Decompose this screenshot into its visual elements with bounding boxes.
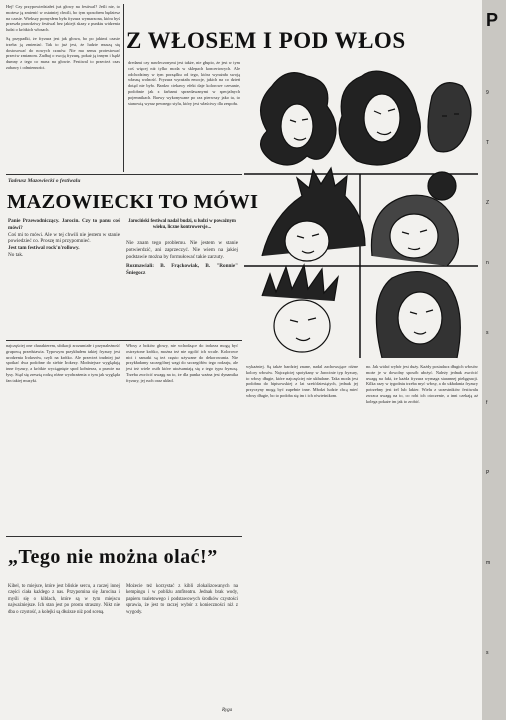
section-divider-3 <box>6 536 242 537</box>
strip-char: Z <box>486 200 490 206</box>
article1-lead: Hej! Czy przypowiedziałeś już głowy na festiwal? Jeśli nie, to możesz ją zmienić w ostatniej chwili, bo tym sposobem będziesz na czasie. Wiekszy pomysłem była fryzura wymarzona, która byś przeszła prawdziwy festiwal bez jakiejś skazy z punktu widzenia ludzi o krótkich włosach. Są przypadki, że fryzura jest jak głowa, bo po jakimś czasie trzeba ją zmieniać. Tak to już jest, że ludzie muszą się dostosować do nowych czasów. Nie ma sensu protestować przeciw zmianom. Zadbaj o swoją fryzurę, pokaż ją innym i bądź dumny z tego co masz na głowie. Festiwal to przecież czas zabawy i odmienności. <box>6 4 120 70</box>
article2-title: MAZOWIECKI TO MÓWI <box>7 191 259 213</box>
adjacent-page-strip <box>482 0 506 720</box>
strip-char: n <box>486 260 489 266</box>
article3-title: „Tego nie można olać!” <box>8 546 218 568</box>
strip-char: s <box>486 650 489 656</box>
hairstyles-illustration <box>242 56 480 361</box>
article3-column-2: Możecie też korzystać z kibli zlokalizowanych na kempingu i w pobliżu amfiteatru. Jednak brak wody, papieru toaletowego i podstawowych środków czystości sprawia, że jest to raczej wybór z konieczności niż z wygody. <box>126 584 238 615</box>
section-divider-2 <box>6 340 242 341</box>
article1-title: Z WŁOSEM I POD WŁOS <box>126 28 406 53</box>
strip-char: f <box>486 400 488 406</box>
strip-char: m <box>486 560 491 566</box>
article3-signature: Ryga <box>222 708 233 713</box>
article3-column-1: Kibel, to miejsce, które jest bliskie sercu, a raczej innej części ciała każdego z nas. Przypomina się Jarocina i myśli się o kiblach, które są w tym miejscu najważniejsze. Ich stan jest po prostu straszny. Nikt nie dba o czystość, a kolejki są dłuższe niż pod sceną. <box>8 584 120 615</box>
face-drawing-longhair <box>376 272 460 358</box>
body-column-1: najczęściej one charakterem, ubikacji zrozumiałe i przynależność grupową przedstawia. Typowym przykładem takiej fryzury jest urodzenia Irokezów, czyli na krótko. Ale przecież trudniej już spotkać dwa podobne do siebie Irokezy. Modniejsze wyglądają inne fryzury, a krótkie wyciągnięte spod kołnierza, a prawie na łysy. Stąd się zresztą rodzą różne wyobrażenia o tym jak wygląda fan takiej muzyki. <box>6 343 120 383</box>
article2-question-box: Jarociński festiwal nadal budzi, u ludzi w poważnym wieku, liczne kontrowersje... <box>128 219 236 230</box>
article2-interview: Panie Przewodniczący. Jarocin. Czy to panu coś mówi? Coś mi to mówi. Ale w tej chwili nie jestem w stanie powiedzieć co. Proszę mi przypomnieć. Jest tam festiwal rock'n'rollowy. No tak. <box>8 218 120 258</box>
column-divider <box>123 4 124 172</box>
article1-body: dredami czy nawleczonymi jest także, nie głupio, że jest w tym coś więcej niż tylko moda w sklepach koncertowych. Ale odchodzimy w tym porządku od tego, która wyrażała swoją własną wolność. Fryzura wyrażała emocje, jakich na co dzień dotąd nie było. Bardzo ciekawy efekt daje kolorowe czesanie, podobnie jak z farbami sprzedawanymi w specjalnych pojemnikach. Barwy wykonywane po raz pierwszy jako ta, to stanowią wyraz pewnego stylu, który jest właściwy dla zespołu. <box>128 60 240 106</box>
strip-char: s <box>486 330 489 336</box>
article2-byline: Tadeusz Mazowiecki o festiwalu <box>8 178 81 184</box>
article2-answer: Nie znam tego problemu. Nie jestem w stanie potwierdzić, ani zaprzeczyć. Nie wiem na jakiej podstawie można by formułować takie zarzuty. Rozmawiali: B. Frąckowiak, B. "Ronnie" Śniegocz <box>126 240 238 277</box>
body-column-3: wykażniej. Są także bardziej znane, nadal zachowujące różne kolory włosów. Najczęściej spotykany w Jarocinie typ fryzury, to włosy długie, które najczęściej nie układane. Taka moda jest podobna do hipisowskiej z lat sześćdziesiątych, jednak jej przyczyny mogą być zupełnie inne. Młodzi ludzie chcą mieć włosy długie, bo to podoba się im i ich rówieśnikom. <box>246 364 358 398</box>
strip-char: T <box>486 140 490 146</box>
strip-char: P <box>486 10 499 30</box>
section-divider <box>6 174 242 175</box>
body-column-2: Włosy z boków głowy, nie wchodzące do irokeza mogą być ostrzyżone krótko, można też nie ogolić ich wcale. Kolorowe nici i sznurki są też często używane do dekorowania. Nie przykładamy szczególnej wagi do szczegółów tego rodzaju, ale jest też wiele osób które utożsamiają się z tego typu fryzurą. Trzeba zwrócić uwagę na to, że dla punka ważna jest dynamika fryzury, jej ruch oraz układ. <box>126 343 238 383</box>
strip-char: P <box>486 470 490 476</box>
strip-char: 9 <box>486 90 489 96</box>
body-column-4: no. Jak widać wybór jest duży. Każdy posiadacz długich włosów może je w dowolny sposób ułożyć. Należy jednak zwrócić uwagę na fakt, że każda fryzura wymaga starannej pielęgnacji. Kilka razy w tygodniu trzeba myć włosy, a do układania fryzury potrzebny jest żel lub lakier. Wielu z uczestników festiwalu zwraca uwagę na to, co robi ich otoczenie, a inni czekają aż kolega pokaże im jak to zrobić. <box>366 364 478 404</box>
